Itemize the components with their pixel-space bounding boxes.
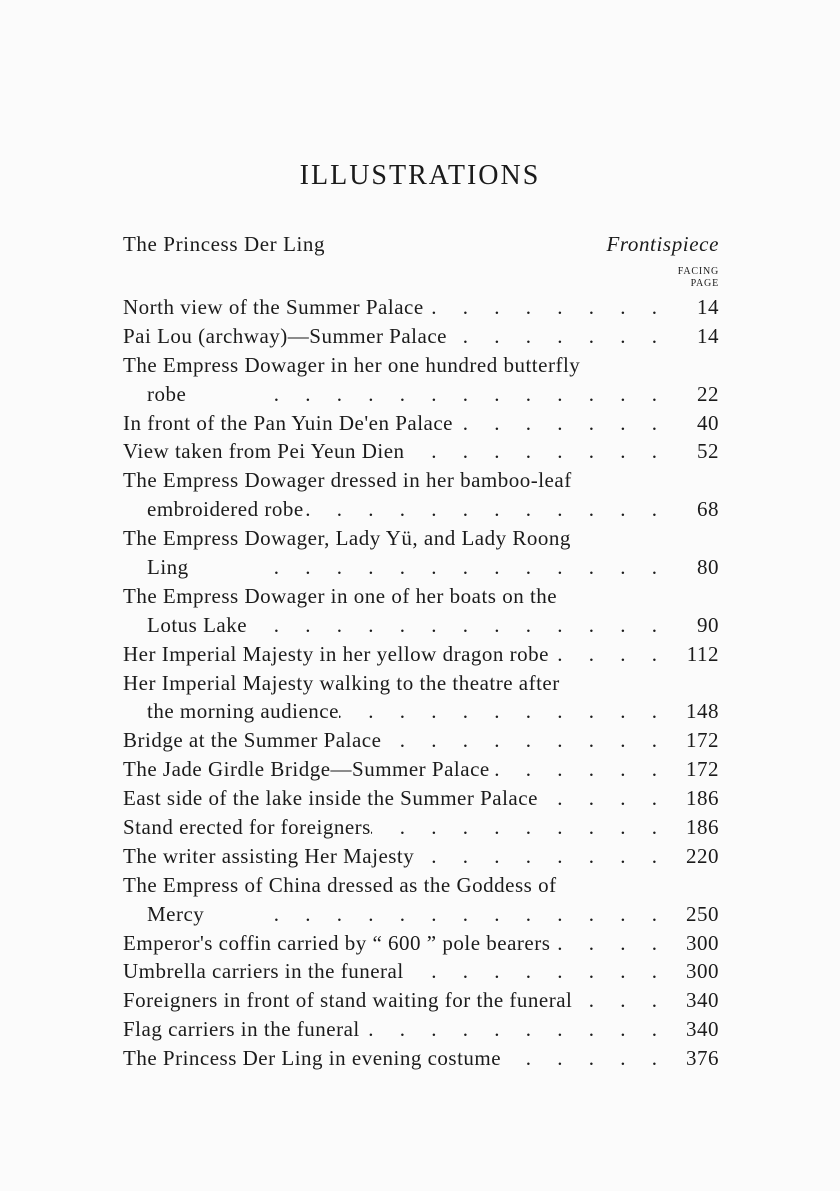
page-number: 22 — [697, 381, 719, 406]
entry-caption-line: The Empress Dowager in one of her boats on the — [123, 583, 558, 608]
entry-caption-line: Emperor's coffin carried by “ 600 ” pole bearers — [123, 930, 551, 955]
entry-caption-row — [123, 1044, 719, 1073]
entry-caption-line: the morning audience — [147, 699, 339, 724]
dot-leader — [550, 929, 657, 958]
entry-caption-row — [123, 495, 719, 524]
entry-caption-line: Lotus Lake — [147, 612, 248, 637]
entry-caption-line: Flag carriers in the funeral — [123, 1017, 360, 1042]
list-item — [123, 871, 719, 929]
dot-leader — [501, 1044, 657, 1073]
list-item — [123, 1044, 719, 1073]
entry-caption-line: Her Imperial Majesty in her yellow dragon robe — [123, 641, 549, 666]
entry-caption-line: North view of the Summer Palace — [123, 295, 424, 319]
page-number: 80 — [697, 555, 719, 580]
entry-caption-row — [123, 697, 719, 726]
page-number: 40 — [697, 410, 719, 435]
page-number: 220 — [686, 843, 719, 868]
page-number: 340 — [686, 1017, 719, 1042]
page-number: 148 — [686, 699, 719, 724]
page-number: 68 — [697, 497, 719, 522]
list-item — [123, 784, 719, 813]
entry-caption-row — [123, 726, 719, 755]
entry-caption-line: View taken from Pei Yeun Dien — [123, 439, 405, 464]
list-item — [123, 986, 719, 1015]
page-number: 376 — [686, 1046, 719, 1071]
dot-leader — [447, 322, 657, 351]
list-item — [123, 293, 719, 322]
dot-leader — [339, 697, 657, 726]
entry-caption-row — [123, 957, 719, 986]
entry-caption-line: The Princess Der Ling in evening costume — [123, 1046, 502, 1071]
dot-leader — [360, 1015, 657, 1044]
dot-leader — [404, 957, 657, 986]
page-number: 14 — [697, 323, 719, 348]
page-title: ILLUSTRATIONS — [299, 160, 541, 191]
entry-caption-line: East side of the lake inside the Summer Palace — [123, 786, 538, 811]
dot-leader — [549, 640, 657, 669]
dot-leader — [204, 900, 657, 929]
entry-caption-row — [123, 293, 719, 322]
list-item — [123, 409, 719, 438]
list-item — [123, 726, 719, 755]
list-item — [123, 640, 719, 669]
page-number: 300 — [686, 930, 719, 955]
entry-caption-row — [123, 986, 719, 1015]
list-item — [123, 1015, 719, 1044]
entry-caption-line: The writer assisting Her Majesty — [123, 843, 415, 868]
dot-leader — [189, 553, 657, 582]
entry-caption-row — [123, 409, 719, 438]
page-number: 172 — [686, 728, 719, 753]
dot-leader — [424, 293, 657, 322]
page-number: 300 — [686, 959, 719, 984]
dot-leader — [304, 495, 657, 524]
entry-caption-row — [123, 900, 719, 929]
frontispiece-row — [123, 232, 719, 260]
entry-caption-line: Mercy — [147, 901, 205, 926]
list-item — [123, 813, 719, 842]
list-item — [123, 929, 719, 958]
entry-caption-line: In front of the Pan Yuin De'en Palace — [123, 410, 453, 435]
entry-caption-row — [123, 929, 719, 958]
dot-leader — [405, 437, 657, 466]
page-number: 186 — [686, 786, 719, 811]
list-item — [123, 322, 719, 351]
entry-caption-row — [123, 611, 719, 640]
list-item — [123, 669, 719, 727]
entry-caption-line: Umbrella carriers in the funeral — [123, 959, 404, 984]
entry-caption-line: Foreigners in front of stand waiting for the funeral — [123, 988, 573, 1013]
entry-caption-line: The Empress Dowager in her one hundred butterfly — [123, 352, 581, 377]
facing-label-line-2: PAGE — [690, 278, 719, 289]
page-number: 172 — [686, 757, 719, 782]
list-item — [123, 437, 719, 466]
entry-caption-row — [123, 437, 719, 466]
dot-leader — [453, 409, 657, 438]
entry-caption-row — [123, 755, 719, 784]
dot-leader — [247, 611, 657, 640]
entry-caption-line: Ling — [147, 555, 189, 580]
page-number: 186 — [686, 815, 719, 840]
list-item — [123, 582, 719, 640]
page-number: 90 — [697, 612, 719, 637]
frontispiece-caption: The Princess Der Ling — [123, 232, 326, 256]
entry-caption-line: Stand erected for foreigners — [123, 815, 371, 840]
entry-caption-row — [123, 640, 719, 669]
entry-caption-line: Her Imperial Majesty walking to the theatre after — [123, 670, 560, 695]
entry-caption-row — [123, 380, 719, 409]
page-number: 250 — [686, 901, 719, 926]
frontispiece-label: Frontispiece — [606, 232, 719, 256]
page-number: 112 — [686, 641, 719, 666]
list-item — [123, 755, 719, 784]
entry-caption-row — [123, 553, 719, 582]
entry-caption-line: The Jade Girdle Bridge—Summer Palace — [123, 757, 490, 782]
entry-caption-row — [123, 784, 719, 813]
list-item — [123, 351, 719, 409]
dot-leader — [381, 726, 657, 755]
dot-leader — [538, 784, 657, 813]
entry-caption-line: robe — [147, 381, 187, 406]
dot-leader — [186, 380, 657, 409]
entry-caption-row — [123, 1015, 719, 1044]
dot-leader — [490, 755, 657, 784]
list-item — [123, 466, 719, 524]
entry-caption-line: The Empress Dowager dressed in her bamboo-leaf — [123, 468, 572, 493]
dot-leader — [371, 813, 657, 842]
facing-page-label — [678, 266, 719, 290]
list-item — [123, 957, 719, 986]
entry-caption-row — [123, 842, 719, 871]
list-item — [123, 524, 719, 582]
list-item — [123, 842, 719, 871]
entry-caption-row — [123, 813, 719, 842]
entry-caption-line: embroidered robe — [147, 497, 304, 522]
facing-label-line-1: FACING — [677, 266, 719, 277]
page-number: 14 — [697, 295, 719, 319]
dot-leader — [572, 986, 657, 1015]
entry-caption-line: The Empress Dowager, Lady Yü, and Lady Roong — [123, 526, 571, 551]
page-number: 52 — [697, 439, 719, 464]
entry-caption-line: Pai Lou (archway)—Summer Palace — [123, 323, 447, 348]
page-number: 340 — [686, 988, 719, 1013]
illustrations-list — [123, 293, 719, 1073]
dot-leader — [414, 842, 657, 871]
entry-caption-row — [123, 322, 719, 351]
entry-caption-line: Bridge at the Summer Palace — [123, 728, 382, 753]
entry-caption-line: The Empress of China dressed as the Goddess of — [123, 872, 557, 897]
